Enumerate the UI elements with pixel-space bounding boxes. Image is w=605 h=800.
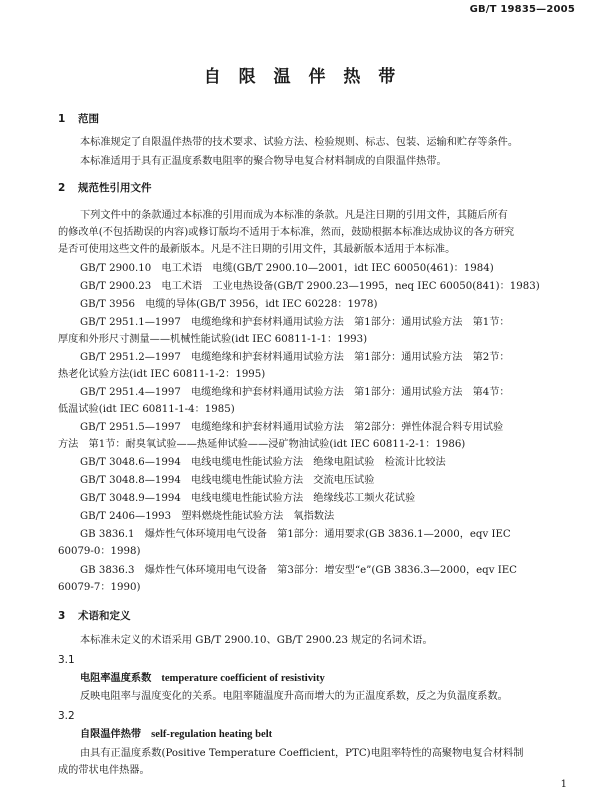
paragraph: 本标准适用于具有正温度系数电阻率的聚合物导电复合材料制成的自限温伴热带。: [80, 156, 447, 167]
paragraph-line: 是否可使用这些文件的最新版本。凡是不注日期的引用文件，其最新版本适用于本标准。: [58, 244, 456, 255]
term-chinese: 电阻率温度系数: [80, 673, 152, 684]
section-number: 1: [58, 113, 66, 125]
reference-item: GB/T 2900.23 电工术语 工业电热设备(GB/T 2900.23—1995，neq IEC 60050(841)：1983): [80, 281, 540, 292]
term-heading: [80, 728, 272, 742]
section-1-heading: [58, 111, 99, 126]
reference-item: GB/T 3048.8—1994 电线电缆电性能试验方法 交流电压试验: [80, 475, 375, 486]
reference-item-continued: 热老化试验方法(idt IEC 60811-1-2：1995): [58, 369, 266, 380]
reference-item-continued: 厚度和外形尺寸测量——机械性能试验(idt IEC 60811-1-1：1993): [58, 334, 368, 345]
term-english: temperature coefficient of resistivity: [161, 673, 325, 684]
paragraph: 本标准未定义的术语采用 GB/T 2900.10、GB/T 2900.23 规定的名词术语。: [80, 635, 433, 646]
paragraph-line: 的修改单(不包括勘误的内容)或修订版均不适用于本标准，然而，鼓励根据本标准达成协议的各方研究: [58, 227, 515, 238]
term-chinese: 自限温伴热带: [80, 729, 142, 740]
section-title: 规范性引用文件: [78, 182, 152, 194]
term-english: self-regulation heating belt: [151, 729, 273, 740]
document-title: 自 限 温 伴 热 带: [203, 67, 402, 87]
reference-item-continued: 方法 第1节：耐臭氧试验——热延伸试验——浸矿物油试验(idt IEC 60811-2-1：1986): [58, 439, 466, 450]
section-2-heading: [58, 180, 152, 195]
reference-item: GB/T 2951.2—1997 电缆绝缘和护套材料通用试验方法 第1部分：通用试验方法 第2节：: [80, 352, 510, 363]
section-3-heading: [58, 608, 131, 623]
reference-item: GB/T 2951.5—1997 电缆绝缘和护套材料通用试验方法 第2部分：弹性体混合料专用试验: [80, 422, 504, 433]
reference-item-continued: 低温试验(idt IEC 60811-1-4：1985): [58, 404, 235, 415]
reference-item: GB/T 2406—1993 塑料燃烧性能试验方法 氧指数法: [80, 511, 335, 522]
page-number: 1: [560, 779, 567, 790]
reference-item: GB/T 3048.9—1994 电线电缆电性能试验方法 绝缘线芯工频火花试验: [80, 493, 416, 504]
section-title: 范围: [78, 113, 99, 125]
reference-item: GB/T 2951.4—1997 电缆绝缘和护套材料通用试验方法 第1部分：通用试验方法 第4节：: [80, 387, 510, 398]
term-heading: [80, 672, 325, 686]
standard-code: GB/T 19835—2005: [469, 4, 575, 15]
section-number: 2: [58, 182, 66, 194]
reference-item: GB 3836.1 爆炸性气体环境用电气设备 第1部分：通用要求(GB 3836.1—2000，eqv IEC: [80, 529, 511, 540]
section-number: 3: [58, 610, 66, 622]
paragraph-line: 下列文件中的条款通过本标准的引用而成为本标准的条款。凡是注日期的引用文件，其随后所有: [80, 210, 508, 221]
paragraph: 本标准规定了自限温伴热带的技术要求、试验方法、检验规则、标志、包装、运输和贮存等条件。: [80, 137, 519, 148]
reference-item-continued: 60079-7：1990): [58, 582, 141, 593]
term-number: 3.1: [58, 654, 75, 666]
reference-item: GB/T 3956 电缆的导体(GB/T 3956，idt IEC 60228：1978): [80, 299, 378, 310]
reference-item-continued: 60079-0：1998): [58, 546, 141, 557]
term-definition: 反映电阻率与温度变化的关系。电阻率随温度升高而增大的为正温度系数，反之为负温度系数。: [80, 691, 508, 702]
reference-item: GB 3836.3 爆炸性气体环境用电气设备 第3部分：增安型“e”(GB 3836.3—2000，eqv IEC: [80, 565, 517, 576]
term-definition-continued: 成的带状电伴热器。: [58, 765, 150, 776]
term-definition: 由具有正温度系数(Positive Temperature Coefficient，PTC)电阻率特性的高聚物电复合材料制: [80, 748, 524, 759]
reference-item: GB/T 2900.10 电工术语 电缆(GB/T 2900.10—2001，idt IEC 60050(461)：1984): [80, 263, 494, 274]
section-title: 术语和定义: [78, 610, 131, 622]
reference-item: GB/T 3048.6—1994 电线电缆电性能试验方法 绝缘电阻试验 检流计比较法: [80, 457, 446, 468]
term-number: 3.2: [58, 710, 75, 722]
reference-item: GB/T 2951.1—1997 电缆绝缘和护套材料通用试验方法 第1部分：通用试验方法 第1节：: [80, 317, 510, 328]
